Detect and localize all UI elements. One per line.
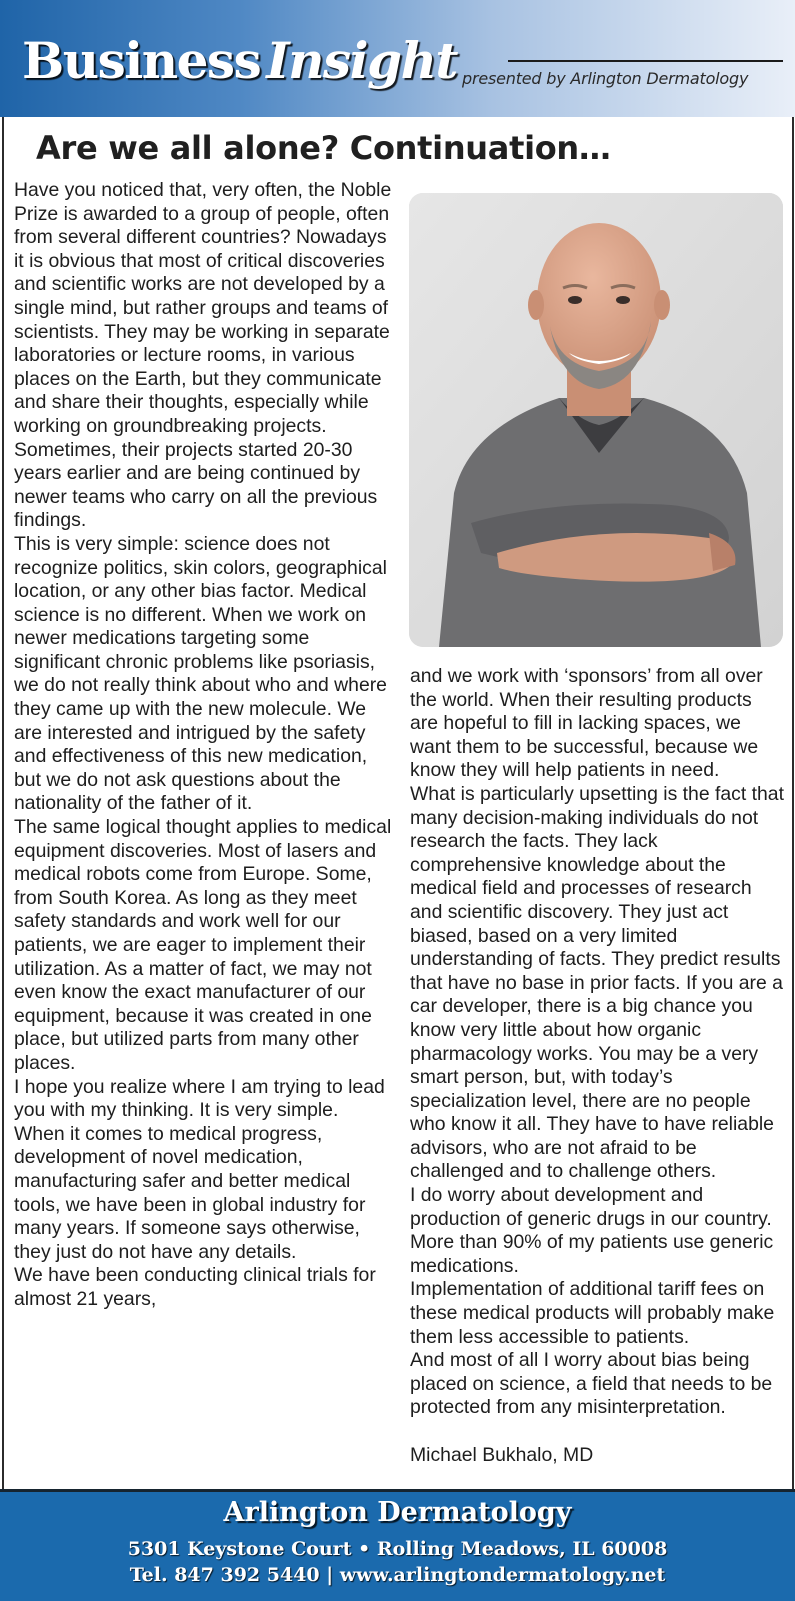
brand-word: Business — [22, 31, 261, 90]
paragraph: Implementation of additional tariff fees on these medical products will probably make them less accessible to patients. — [410, 1278, 775, 1348]
paragraph: The same logical thought applies to medical equipment discoveries. Most of lasers and medical robots come from Europe. Some, from South Korea. As long as they meet safety standards and work well for our patients, we are eager to implement their utilization. As a matter of fact, we may not even know the exact manufacturer of our equipment, because it was created in one place, but utilized parts from many other places. — [14, 816, 392, 1074]
author-photo — [409, 193, 783, 647]
footer — [0, 1489, 795, 1601]
article-left-column — [14, 179, 394, 1312]
footer-title: Arlington Dermatology — [223, 1497, 572, 1528]
author-signature: Michael Bukhalo, MD — [410, 1443, 594, 1466]
byline: presented by Arlington Dermatology — [462, 69, 749, 88]
article-right-column — [410, 665, 785, 1467]
paragraph: We have been conducting clinical trials for almost 21 years, — [14, 1264, 376, 1310]
paragraph: Have you noticed that, very often, the Noble Prize is awarded to a group of people, often from several different countries? Nowadays it is obvious that most of critical discoveries and scientific works are not developed by a single mind, but rather groups and teams of scientists. They may be working in separate laboratories or lecture rooms, in various places on the Earth, but they communicate and share their thoughts, especially while working on groundbreaking projects. Sometimes, their projects started 20-30 years earlier and are being continued by newer teams who carry on all the previous findings. — [14, 179, 392, 532]
paragraph: I hope you realize where I am trying to lead you with my thinking. It is very simple. When it comes to medical progress, development of novel medication, manufacturing safer and better medical tools, we have been in global industry for many years. If someone says otherwise, they just do not have any details. — [14, 1075, 385, 1263]
header-divider — [508, 60, 783, 62]
brand-italic-word: Insight — [266, 31, 458, 90]
paragraph: What is particularly upsetting is the fact that many decision-making individuals do not research the facts. They lack comprehensive knowledge about the medical field and processes of research and scientific discovery. They just act biased, based on a very limited understanding of facts. They predict results that have no base in prior facts. If you are a car developer, there is a big chance you know very little about how organic pharmacology works. You may be a very smart person, but, with today’s specialization level, there are no people who know it all. They have to have reliable advisors, who are not afraid to be challenged and to challenge others. — [410, 782, 784, 1183]
footer-contact: Tel. 847 392 5440 | www.arlingtondermatology.net — [129, 1564, 666, 1586]
paragraph: I do worry about development and production of generic drugs in our country. More than 90% of my patients use generic medications. — [410, 1184, 774, 1277]
masthead — [0, 0, 795, 117]
portrait-illustration — [409, 193, 783, 647]
footer-address: 5301 Keystone Court • Rolling Meadows, IL 60008 — [127, 1538, 668, 1560]
article-headline: Are we all alone? Continuation… — [36, 129, 611, 167]
paragraph: and we work with ‘sponsors’ from all over the world. When their resulting products are hopeful to fill in lacking spaces, we want them to be successful, because we know they will help patients in need. — [410, 665, 763, 782]
brand-title — [22, 26, 457, 96]
paragraph: This is very simple: science does not recognize politics, skin colors, geographical location, or any other bias factor. Medical science is no different. When we work on newer medications targeting some significant chronic problems like psoriasis, we do not really think about who and where they came up with the new molecule. We are interested and intrigued by the safety and effectiveness of this new medication, but we do not ask questions about the nationality of the father of it. — [14, 532, 387, 815]
paragraph: And most of all I worry about bias being placed on science, a field that needs to be protected from any misinterpretation. — [410, 1349, 773, 1419]
